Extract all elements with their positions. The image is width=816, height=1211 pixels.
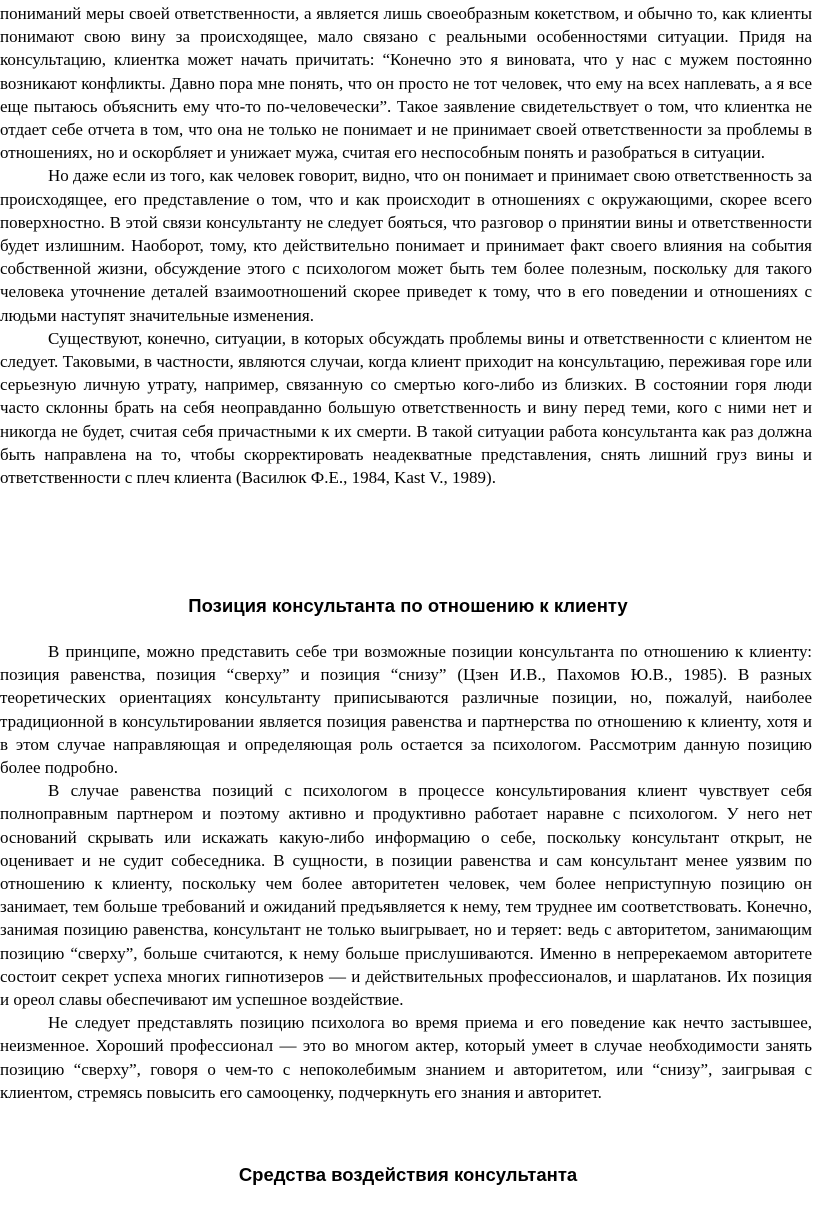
paragraph: Не следует представлять позицию психолога во время приема и его поведение как нечто застывшее, неизменное. Хороший профессионал — это во многом актер, который умеет в случае необходимости занять позицию “сверху”, говоря о чем-то с непоколебимым знанием и авторитетом, или “снизу”, заигрывая с клиентом, стремясь повысить его самооценку, подчеркнуть его знания и авторитет.: [0, 1013, 812, 1102]
section-heading: Позиция консультанта по отношению к клиенту: [188, 595, 628, 616]
paragraph: Существуют, конечно, ситуации, в которых обсуждать проблемы вины и ответственности с клиентом не следует. Таковыми, в частности, являются случаи, когда клиент приходит на консультацию, переживая горе или серьезную личную утрату, например, связанную со смертью кого-либо из близких. В состоянии горя люди часто склонны брать на себя неоправданно большую ответственность и вину перед теми, кого с ними нет и никогда не будет, считая себя причастными к их смерти. В такой ситуации работа консультанта как раз должна быть направлена на то, чтобы скорректировать неадекватные представления, снять лишний груз вины и ответственности с плеч клиента (Василюк Ф.Е., 1984, Kast V., 1989).: [0, 328, 812, 488]
paragraph-continued: пониманий меры своей ответственности, а является лишь своеобразным кокетством, и обычно то, как клиенты понимают свою вину за происходящее, мало связано с реальными особенностями ситуации. Придя на консультацию, клиентка может начать причитать: “Конечно это я виновата, что у нас с мужем постоянно возникают конфликты. Давно пора мне понять, что он просто не тот человек, что ему на всех наплевать, а я все еще пытаюсь объяснить ему что-то по-человечески”. Такое заявление свидетельствует о том, что клиентка не отдает себе отчета в том, что она не только не понимает и не принимает своей ответственности за проблемы в отношениях, но и оскорбляет и унижает мужа, считая его неспособным понять и разобраться в ситуации.: [0, 4, 812, 163]
text-block-after-heading: [0, 640, 812, 1104]
paragraph: В принципе, можно представить себе три возможные позиции консультанта по отношению к клиенту: позиция равенства, позиция “сверху” и позиция “снизу” (Цзен И.В., Пахомов Ю.В., 1985). В разных теоретических ориентациях консультанту приписываются различные позиции, но, пожалуй, наиболее традиционной в консультировании является позиция равенства и партнерства по отношению к клиенту, хотя и в этом случае направляющая и определяющая роль остается за психологом. Рассмотрим данную позицию более подробно.: [0, 642, 812, 778]
paragraph: Но даже если из того, как человек говорит, видно, что он понимает и принимает свою ответственность за происходящее, его представление о том, что и как происходит в отношениях с окружающими, скорее всего поверхностно. В этой связи консультанту не следует бояться, что разговор о принятии вины и ответственности будет излишним. Наоборот, тому, кто действительно понимает и принимает факт своего влияния на события собственной жизни, обсуждение этого с психологом может быть тем более полезным, поскольку для такого человека уточнение деталей взаимоотношений скорее приведет к тому, что в его поведении и отношениях с людьми наступят значительные изменения.: [0, 166, 812, 325]
paragraph: В случае равенства позиций с психологом в процессе консультирования клиент чувствует себя полноправным партнером и поэтому активно и продуктивно работает наравне с психологом. У него нет оснований скрывать или искажать какую-либо информацию о себе, поскольку консультант открыт, не оценивает и не судит собеседника. В сущности, в позиции равенства и сам консультант менее уязвим по отношению к клиенту, поскольку чем более авторитетен человек, чем более неприступную позицию он занимает, тем больше требований и ожиданий предъявляется к нему, тем труднее им соответствовать. Конечно, занимая позицию равенства, консультант не только выигрывает, но и теряет: ведь с авторитетом, занимающим позицию “сверху”, больше считаются, к нему больше прислушиваются. Именно в непререкаемом авторитете состоит секрет успеха многих гипнотизеров — и действительных профессионалов, и шарлатанов. Их позиция и ореол славы обеспечивают им успешное воздействие.: [0, 781, 812, 1010]
section-heading: Средства воздействия консультанта: [238, 1164, 578, 1185]
text-block-before-heading: [0, 2, 812, 489]
